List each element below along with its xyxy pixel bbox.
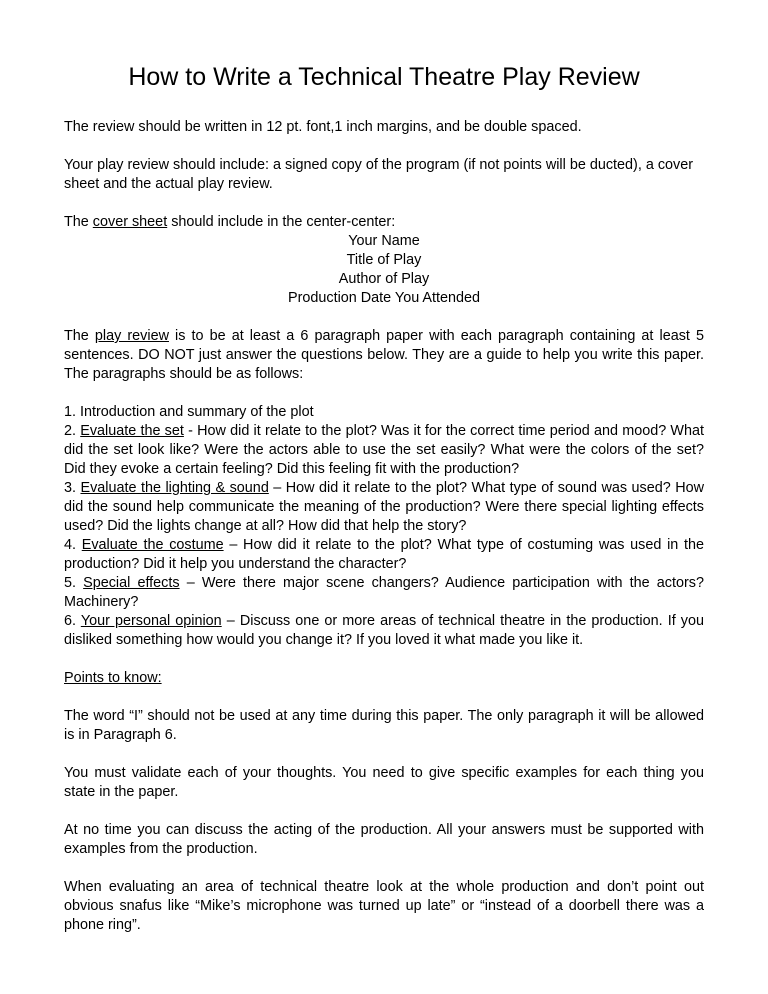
- list-number: 2.: [64, 423, 81, 439]
- cover-line: Your Name: [348, 233, 420, 249]
- intro-paragraph: The review should be written in 12 pt. font,1 inch margins, and be double spaced.: [64, 119, 582, 135]
- cover-prefix: The: [64, 214, 93, 230]
- cover-line: Author of Play: [338, 271, 430, 287]
- review-prefix: The: [64, 328, 95, 344]
- cover-sheet-term: cover sheet: [92, 214, 168, 230]
- list-item: [64, 403, 704, 422]
- list-label: Evaluate the lighting & sound: [80, 480, 269, 496]
- list-label: Evaluate the set: [80, 423, 184, 439]
- list-item: [64, 612, 704, 650]
- list-number: 5.: [64, 575, 84, 591]
- list-item: [64, 536, 704, 574]
- list-label: Evaluate the costume: [81, 537, 224, 553]
- list-item: [64, 422, 704, 479]
- play-review-term: play review: [94, 328, 169, 344]
- cover-suffix: should include in the center-center:: [167, 214, 396, 230]
- list-text: – Were there major scene changers? Audience participation with the actors? Machinery?: [64, 575, 704, 610]
- include-paragraph: Your play review should include: a signed copy of the program (if not points will be ducted), a cover sheet and the actual play review.: [64, 157, 694, 192]
- list-text: Introduction and summary of the plot: [80, 404, 314, 420]
- list-item: [64, 574, 704, 612]
- review-paragraph: [64, 327, 704, 384]
- list-text: - How did it relate to the plot? Was it for the correct time period and mood? What did the set look like? Were the actors able to use the set easily? What were the colors of the set? Did they evoke a certain feeling? Did this feeling fit with the production?: [64, 423, 705, 477]
- cover-line: Production Date You Attended: [287, 290, 481, 306]
- list-label: Special effects: [83, 575, 180, 591]
- list-text: – How did it relate to the plot? What type of sound was used? How did the sound help communicate the meaning of the production? Were there special lighting effects used? Did the lights change at all? How did that help the story?: [64, 480, 704, 534]
- list-number: 1.: [64, 404, 80, 420]
- list-text: – How did it relate to the plot? What type of costuming was used in the production? Did it help you understand the character?: [64, 537, 705, 572]
- list-text: – Discuss one or more areas of technical theatre in the production. If you disliked something how would you change it? If you loved it what made you like it.: [64, 613, 704, 648]
- list-item: [64, 479, 704, 536]
- point-paragraph: At no time you can discuss the acting of the production. All your answers must be supported with examples from the production.: [64, 822, 704, 857]
- cover-paragraph: [64, 213, 704, 232]
- paragraph-list: [64, 403, 704, 650]
- list-number: 4.: [64, 537, 82, 553]
- review-suffix: is to be at least a 6 paragraph paper with each paragraph containing at least 5 sentences. DO NOT just answer the questions below. They are a guide to help you write this paper. The paragraphs should be as follows:: [64, 328, 705, 382]
- cover-line: Title of Play: [346, 252, 422, 268]
- list-label: Your personal opinion: [80, 613, 222, 629]
- page-title: How to Write a Technical Theatre Play Review: [128, 63, 640, 91]
- point-paragraph: When evaluating an area of technical theatre look at the whole production and don’t point out obvious snafus like “Mike’s microphone was turned up late” or “instead of a doorbell there was a phone ring”.: [64, 879, 704, 933]
- list-number: 6.: [64, 613, 81, 629]
- point-paragraph: You must validate each of your thoughts. You need to give specific examples for each thing you state in the paper.: [64, 765, 704, 800]
- list-number: 3.: [64, 480, 81, 496]
- cover-sheet-lines: [64, 232, 704, 308]
- points-heading: Points to know:: [64, 670, 162, 686]
- point-paragraph: The word “I” should not be used at any time during this paper. The only paragraph it will be allowed is in Paragraph 6.: [64, 708, 704, 743]
